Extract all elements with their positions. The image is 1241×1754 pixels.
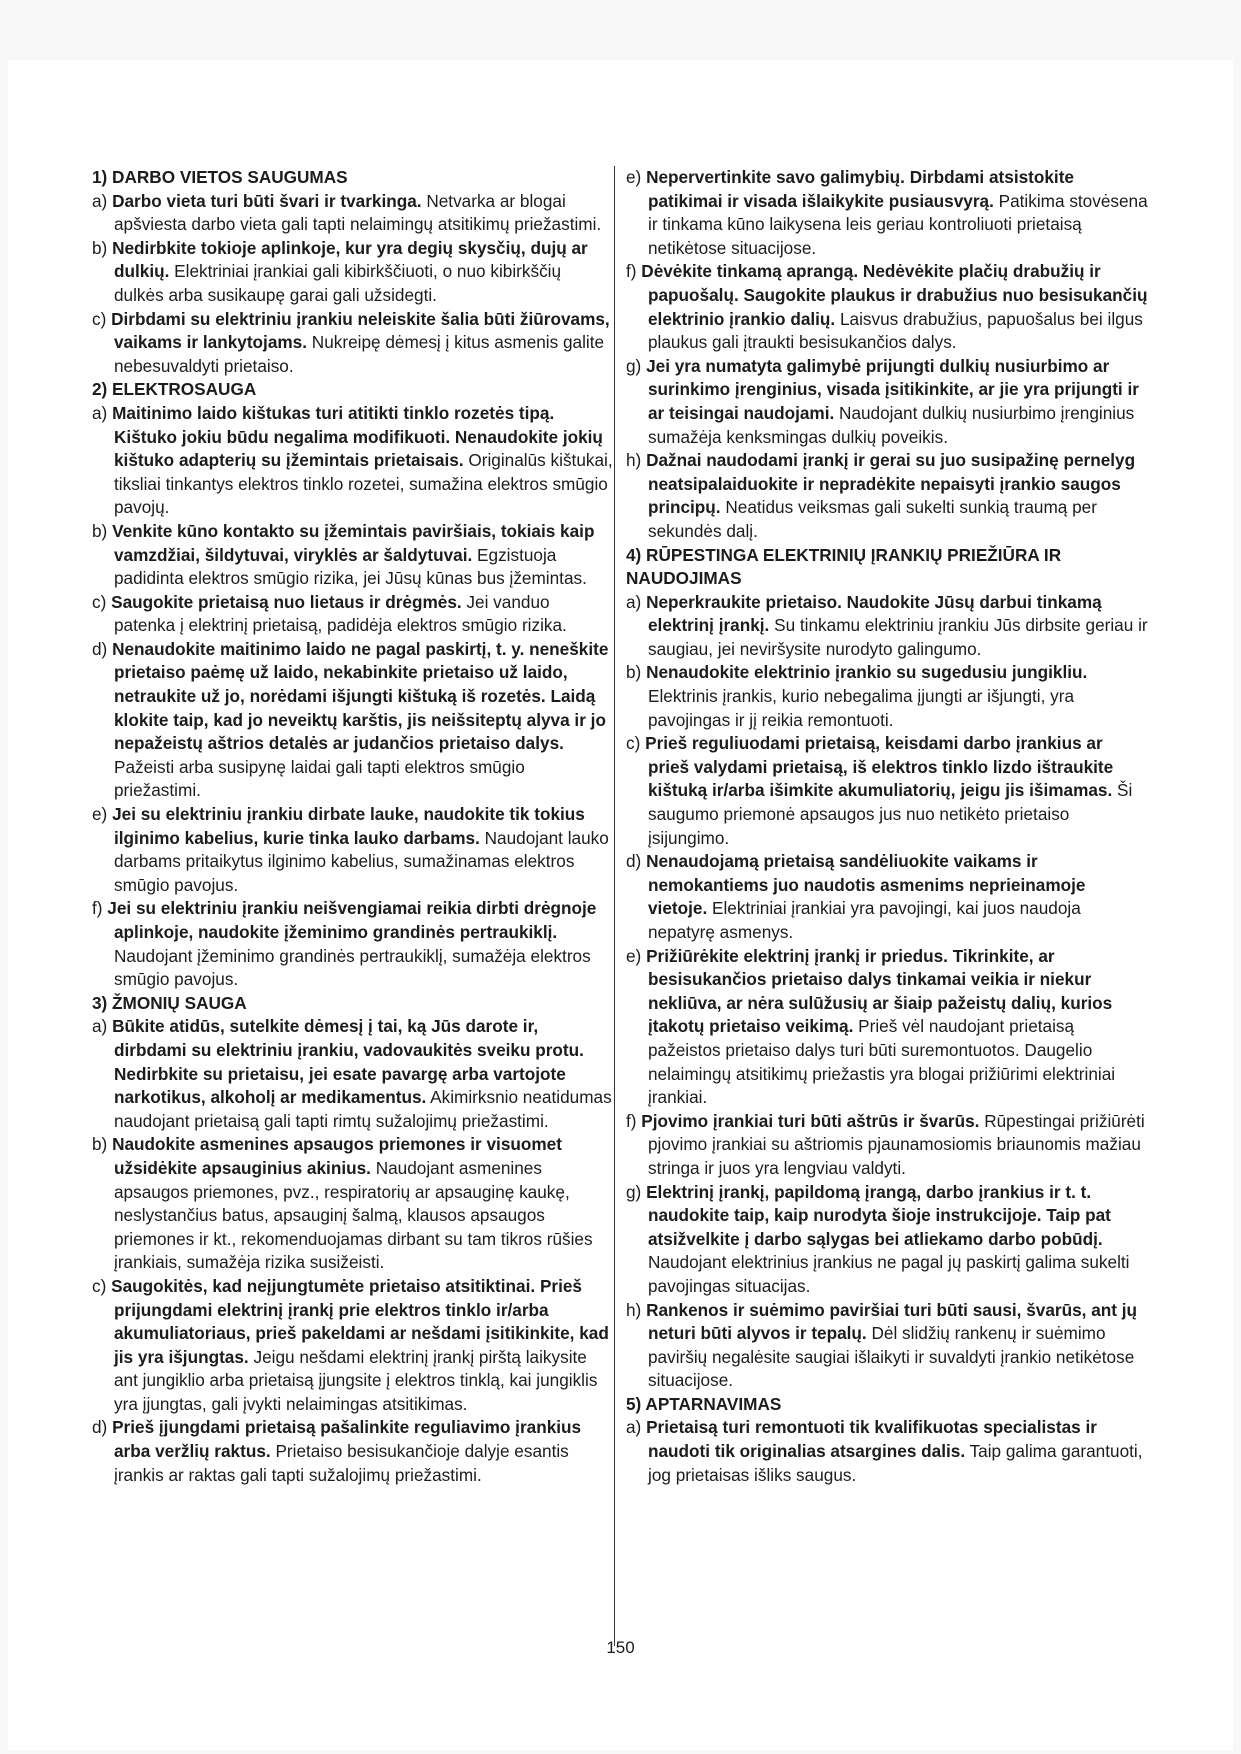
item-bold-text: Prižiūrėkite elektrinį įrankį ir priedus. Tikrinkite, ar besisukančios prietaiso dalys tinkamai veikia ir niekur nekliūva, ar nėra sulūžusių ar šiaip pažeistų dalių, kurios įtakotų prietaiso veikimą. bbox=[646, 945, 1113, 1037]
item-label: g) bbox=[626, 1181, 642, 1202]
item-bold-text: Maitinimo laido kištukas turi atitikti tinklo rozetės tipą. Kištuko jokiu būdu negalima modifikuoti. Nenaudokite jokių kištuko adapterių su įžemintais prietaisais. bbox=[112, 402, 603, 471]
item-text: Patikima stovėsena ir tinkama kūno laikysena leis geriau kontroliuoti prietaisą netikėtose situacijose. bbox=[648, 190, 1148, 258]
item-bold-text: Naudokite asmenines apsaugos priemones ir visuomet užsidėkite apsauginius akinius. bbox=[112, 1134, 562, 1178]
item-text: Naudojant asmenines apsaugos priemones, pvz., respiratorių ar apsauginę kaukę, neslystančius batus, apsauginį šalmą, klausos apsaugos priemones ir kt., rekomenduojamas dirbant su tam tikros rūšies įrankiais, sumažėja rizika susižeisti. bbox=[114, 1157, 593, 1273]
item-label: h) bbox=[626, 1299, 642, 1320]
section-heading: 5) APTARNAVIMAS bbox=[626, 1393, 782, 1414]
item-label: b) bbox=[626, 662, 642, 683]
list-item bbox=[92, 402, 614, 520]
list-item bbox=[626, 1416, 1148, 1487]
item-bold-text: Dažnai naudodami įrankį ir gerai su juo susipažinę pernelyg neatsipalaiduokite ir nepradėkite nepaisyti įrankio saugos principų. bbox=[646, 450, 1136, 518]
item-bold-text: Jei su elektriniu įrankiu neišvengiamai reikia dirbti drėgnoje aplinkoje, naudokite įžeminimo grandinės pertraukiklį. bbox=[107, 898, 597, 942]
list-item bbox=[626, 166, 1148, 260]
item-bold-text: Nepervertinkite savo galimybių. Dirbdami atsistokite patikimai ir visada išlaikykite pusiausvyrą. bbox=[646, 167, 1074, 211]
list-item bbox=[92, 1133, 614, 1275]
item-text: Jeigu nešdami elektrinį įrankį pirštą laikysite ant jungiklio arba prietaisą įjungsite į elektros tinklą, kai jungiklis yra įjungtas, gali įvykti nelaimingas atsitikimas. bbox=[114, 1346, 598, 1414]
item-text: Neatidus veiksmas gali sukelti sunkią traumą per sekundės dalį. bbox=[648, 497, 1097, 541]
list-item bbox=[92, 1015, 614, 1133]
list-item bbox=[626, 1181, 1148, 1299]
item-label: c) bbox=[92, 1275, 107, 1296]
item-bold-text: Prieš reguliuodami prietaisą, keisdami darbo įrankius ar prieš valydami prietaisą, iš elektros tinklo lizdo ištraukite kištuką ir/arba išimkite akumuliatorių, jeigu jis išimamas. bbox=[645, 733, 1114, 801]
item-bold-text: Būkite atidūs, sutelkite dėmesį į tai, ką Jūs darote ir, dirbdami su elektriniu įrankiu, vadovaukitės sveiku protu. Nedirbkite su prietaisu, jei esate pavargę arba vartojote narkotikus, alkoholį ar medikamentus. bbox=[112, 1016, 584, 1108]
item-text: Prietaiso besisukančioje dalyje esantis įrankis ar raktas gali tapti sužalojimų priežastimi. bbox=[114, 1441, 569, 1485]
item-bold-text: Pjovimo įrankiai turi būti aštrūs ir švarūs. bbox=[641, 1110, 980, 1131]
item-label: e) bbox=[92, 804, 108, 825]
item-label: a) bbox=[626, 591, 642, 612]
item-label: c) bbox=[626, 733, 641, 754]
item-bold-text: Prietaisą turi remontuoti tik kvalifikuotas specialistas ir naudoti tik originalias atsargines dalis. bbox=[646, 1417, 1097, 1462]
list-item bbox=[626, 355, 1148, 449]
list-item bbox=[626, 661, 1148, 732]
item-label: d) bbox=[92, 1417, 108, 1438]
item-text: Naudojant įžeminimo grandinės pertraukiklį, sumažėja elektros smūgio pavojus. bbox=[114, 945, 591, 990]
item-bold-text: Elektrinį įrankį, papildomą įrangą, darbo įrankius ir t. t. naudokite taip, kaip nurodyta šioje instrukcijoje. Taip pat atsižvelkite į darbo sąlygas bei atliekamo darbo pobūdį. bbox=[646, 1181, 1111, 1249]
item-bold-text: Nenaudokite elektrinio įrankio su sugedusiu jungikliu. bbox=[646, 662, 1088, 683]
item-bold-text: Dirbdami su elektriniu įrankiu neleiskite šalia būti žiūrovams, vaikams ir lankytojams. bbox=[111, 308, 610, 353]
item-label: b) bbox=[92, 1134, 108, 1155]
item-bold-text: Rankenos ir suėmimo paviršiai turi būti sausi, švarūs, ant jų neturi būti alyvos ir tepalų. bbox=[646, 1299, 1138, 1344]
list-item bbox=[92, 638, 614, 803]
item-bold-text: Dėvėkite tinkamą aprangą. Nedėvėkite plačių drabužių ir papuošalų. Saugokite plaukus ir drabužius nuo besisukančių elektrinio įrankio dalių. bbox=[641, 261, 1148, 329]
item-text: Dėl slidžių rankenų ir suėmimo paviršių negalėsite saugiai išlaikyti ir suvaldyti įrankio netikėtose situacijose. bbox=[648, 1323, 1135, 1391]
item-text: Su tinkamu elektriniu įrankiu Jūs dirbsite geriau ir saugiau, jei neviršysite nurodyto galingumo. bbox=[648, 615, 1148, 659]
item-label: f) bbox=[92, 898, 103, 919]
item-label: e) bbox=[626, 167, 642, 187]
item-bold-text: Neperkraukite prietaiso. Naudokite Jūsų darbui tinkamą elektrinį įrankį. bbox=[646, 591, 1102, 636]
item-text: Ši saugumo priemonė apsaugos jus nuo netikėto prietaiso įsijungimo. bbox=[648, 780, 1133, 848]
list-item bbox=[92, 897, 614, 991]
item-label: d) bbox=[626, 851, 642, 872]
item-label: f) bbox=[626, 1110, 637, 1131]
item-label: a) bbox=[92, 190, 108, 211]
item-label: h) bbox=[626, 450, 642, 471]
item-label: g) bbox=[626, 355, 642, 376]
item-text: Egzistuoja padidinta elektros smūgio rizika, jei Jūsų kūnas bus įžemintas. bbox=[114, 544, 587, 589]
item-text: Nukreipę dėmesį į kitus asmenis galite nebesuvaldyti prietaiso. bbox=[114, 332, 605, 376]
item-bold-text: Darbo vieta turi būti švari ir tvarkinga. bbox=[112, 190, 422, 211]
list-item bbox=[626, 945, 1148, 1110]
item-label: c) bbox=[92, 591, 107, 612]
list-item bbox=[92, 591, 614, 638]
list-item bbox=[626, 449, 1148, 543]
item-label: b) bbox=[92, 520, 108, 541]
list-item bbox=[92, 190, 614, 237]
list-item bbox=[92, 520, 614, 591]
item-label: e) bbox=[626, 945, 642, 966]
item-bold-text: Jei su elektriniu įrankiu dirbate lauke, naudokite tik tokius ilginimo kabelius, kurie tinka lauko darbams. bbox=[112, 804, 585, 848]
item-bold-text: Nenaudojamą prietaisą sandėliuokite vaikams ir nemokantiems juo naudotis asmenims neprieinamoje vietoje. bbox=[646, 851, 1086, 919]
item-bold-text: Saugokite prietaisą nuo lietaus ir drėgmės. bbox=[111, 591, 462, 612]
list-item bbox=[92, 308, 614, 379]
item-bold-text: Prieš įjungdami prietaisą pašalinkite reguliavimo įrankius arba veržlių raktus. bbox=[112, 1417, 582, 1462]
item-label: a) bbox=[92, 1016, 108, 1037]
item-text: Prieš vėl naudojant prietaisą pažeistos prietaiso dalys turi būti suremontuotos. Daugelio nelaimingų atsitikimų priežastis yra blogai prižiūrimi elektriniai įrankiai. bbox=[648, 1016, 1116, 1108]
list-item bbox=[626, 591, 1148, 662]
item-bold-text: Nenaudokite maitinimo laido ne pagal paskirtį, t. y. neneškite prietaiso paėmę už laido, nekabinkite prietaiso už laido, netraukite už jo, norėdami išjungti kištuką iš rozetės. Laidą klokite taip, kad jo neveiktų karštis, jis neišsiteptų alyva ir jo nepažeistų aštrios detalės ar judančios prietaiso dalys. bbox=[112, 638, 609, 754]
item-text: Laisvus drabužius, papuošalus bei ilgus plaukus gali įtraukti besisukančios dalys. bbox=[648, 308, 1143, 353]
item-bold-text: Saugokitės, kad neįjungtumėte prietaiso atsitiktinai. Prieš prijungdami elektrinį įrankį prie elektros tinklo ir/arba akumuliatoriaus, prieš pakeldami ar nešdami įsitikinkite, kad jis yra išjungtas. bbox=[111, 1275, 609, 1367]
list-item bbox=[626, 1299, 1148, 1393]
item-text: Netvarka ar blogai apšviesta darbo vieta gali tapti nelaimingų atsitikimų priežastimi. bbox=[114, 190, 602, 235]
item-label: c) bbox=[92, 308, 107, 329]
item-label: d) bbox=[92, 638, 108, 659]
item-text: Naudojant lauko darbams pritaikytus ilginimo kabelius, sumažinamas elektros smūgio pavojus. bbox=[114, 827, 609, 895]
item-bold-text: Venkite kūno kontakto su įžemintais paviršiais, tokiais kaip vamzdžiai, šildytuvai, viryklės ar šaldytuvai. bbox=[112, 520, 595, 565]
item-label: a) bbox=[92, 402, 108, 423]
item-text: Jei vanduo patenka į elektrinį prietaisą, padidėja elektros smūgio rizika. bbox=[114, 591, 567, 636]
list-item bbox=[92, 1275, 614, 1417]
item-bold-text: Jei yra numatyta galimybė prijungti dulkių nusiurbimo ar surinkimo įrenginius, visada įsitikinkite, ar jie yra prijungti ir ar teisingai naudojami. bbox=[646, 355, 1139, 423]
item-text: Elektrinis įrankis, kurio nebegalima įjungti ar išjungti, yra pavojingas ir jį reikia remontuoti. bbox=[648, 686, 1075, 730]
list-item bbox=[92, 803, 614, 897]
item-label: f) bbox=[626, 261, 637, 282]
column-divider bbox=[614, 166, 615, 1646]
item-label: b) bbox=[92, 237, 108, 258]
item-text: Originalūs kištukai, tiksliai tinkantys elektros tinklo rozetei, sumažina elektros smūgio pavojų. bbox=[114, 450, 613, 518]
list-item bbox=[626, 850, 1148, 944]
section-heading: 3) ŽMONIŲ SAUGA bbox=[92, 992, 247, 1013]
list-item bbox=[626, 260, 1148, 354]
item-text: Naudojant elektrinius įrankius ne pagal jų paskirtį galima sukelti pavojingas situacijas. bbox=[648, 1252, 1130, 1296]
section-heading: 2) ELEKTROSAUGA bbox=[92, 379, 257, 400]
item-text: Elektriniai įrankiai yra pavojingi, kai juos naudoja nepatyrę asmenys. bbox=[648, 898, 1081, 942]
item-text: Elektriniai įrankiai gali kibirkščiuoti, o nuo kibirkščių dulkės arba susikaupę garai gali užsidegti. bbox=[114, 261, 562, 305]
list-item bbox=[92, 1416, 614, 1487]
item-text: Naudojant dulkių nusiurbimo įrenginius sumažėja kenksmingas dulkių poveikis. bbox=[648, 402, 1135, 447]
section-heading: 4) RŪPESTINGA ELEKTRINIŲ ĮRANKIŲ PRIEŽIŪRA IR NAUDOJIMAS bbox=[626, 544, 1062, 589]
list-item bbox=[626, 732, 1148, 850]
section-heading: 1) DARBO VIETOS SAUGUMAS bbox=[92, 167, 348, 187]
item-bold-text: Nedirbkite tokioje aplinkoje, kur yra degių skysčių, dujų ar dulkių. bbox=[112, 237, 588, 282]
item-text: Akimirksnio neatidumas naudojant prietaisą gali tapti rimtų sužalojimų priežastimi. bbox=[114, 1087, 612, 1131]
item-text: Pažeisti arba susipynę laidai gali tapti elektros smūgio priežastimi. bbox=[114, 756, 525, 801]
list-item bbox=[92, 237, 614, 308]
list-item bbox=[626, 1110, 1148, 1181]
item-text: Taip galima garantuoti, jog prietaisas išliks saugus. bbox=[648, 1441, 1143, 1485]
item-label: a) bbox=[626, 1417, 642, 1438]
right-column bbox=[626, 166, 1148, 1487]
page-number: 150 bbox=[606, 1638, 635, 1657]
left-column bbox=[92, 166, 614, 1487]
item-text: Rūpestingai prižiūrėti pjovimo įrankiai su aštriomis pjaunamosiomis briaunomis mažiau stringa ir juos yra lengviau valdyti. bbox=[648, 1110, 1145, 1178]
